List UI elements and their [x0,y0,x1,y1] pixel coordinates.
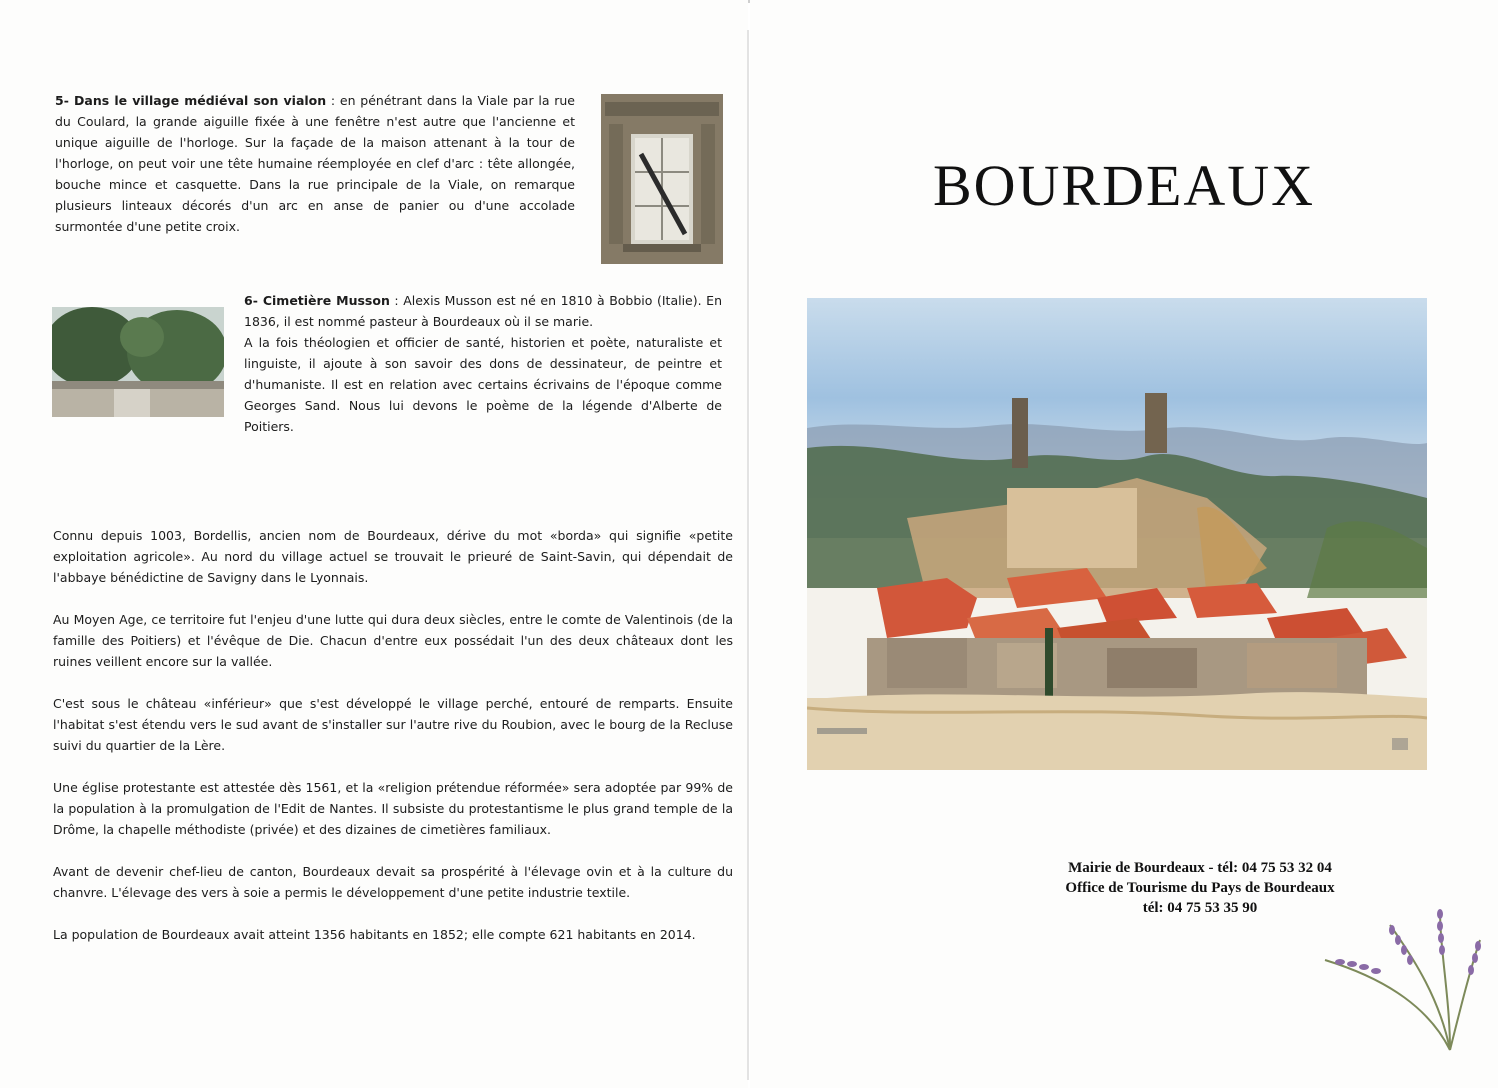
tourism-office-name: Office de Tourisme du Pays de Bourdeaux [1065,880,1335,896]
cemetery-photo [52,307,224,417]
page-fold [747,30,749,1080]
left-page [0,0,748,1088]
window-photo [601,94,723,264]
village-watercolor [807,298,1427,770]
section-6-text-1: : Alexis Musson est né en 1810 à Bobbio (Italie). En 1836, il est nommé pasteur à Bourdeaux où il se marie. [244,293,722,329]
section-5-heading: 5- Dans le village médiéval son vialon [55,93,327,108]
history-paragraph: Une église protestante est attestée dès 1561, et la «religion prétendue réformée» sera adoptée par 99% de la population à la promulgation de l'Edit de Nantes. Il subsiste du protestantisme le plus grand temple de la Drôme, la chapelle méthodiste (privée) et des dizaines de cimetières familiaux. [53,780,733,837]
history-paragraph: C'est sous le château «inférieur» que s'est développé le village perché, entouré de remparts. Ensuite l'habitat s'est étendu vers le sud avant de s'installer sur l'autre rive du Roubion, avec le bourg de la Recluse suivi du quartier de la Lère. [53,696,733,753]
history-paragraph: Avant de devenir chef-lieu de canton, Bourdeaux devait sa prospérité à l'élevage ovin et à la culture du chanvre. L'élevage des vers à soie a permis le développement d'une petite industrie textile. [53,864,733,900]
section-6-text-2: A la fois théologien et officier de santé, historien et poète, naturaliste et linguiste, il ajoute à son savoir des dons de dessinateur, de peintre et d'humaniste. Il est en relation avec certains écrivains de l'époque comme Georges Sand. Nous lui devons le poème de la légende d'Alberte de Poitiers. [244,335,722,434]
right-page [750,0,1498,1088]
tourism-office-phone: tél: 04 75 53 35 90 [1142,900,1258,916]
history-paragraph: La population de Bourdeaux avait atteint 1356 habitants en 1852; elle compte 621 habitants en 2014. [53,927,696,942]
section-5-paragraph [55,90,575,237]
town-hall-phone: Mairie de Bourdeaux - tél: 04 75 53 32 04 [1068,860,1332,876]
section-6-block [244,290,722,437]
brochure-title: BOURDEAUX [932,153,1316,218]
lavender-icon [1320,900,1490,1060]
section-6-line [244,290,722,332]
history-text [53,525,733,945]
history-paragraph: Connu depuis 1003, Bordellis, ancien nom de Bourdeaux, dérive du mot «borda» qui signifie «petite exploitation agricole». Au nord du village actuel se trouvait le prieuré de Saint-Savin, qui dépendait de l'abbaye bénédictine de Savigny dans le Lyonnais. [53,528,733,585]
section-6-heading: 6- Cimetière Musson [244,293,390,308]
history-paragraph: Au Moyen Age, ce territoire fut l'enjeu d'une lutte qui dura deux siècles, entre le comte de Valentinois (de la famille des Poitiers) et l'évêque de Die. Chacun d'entre eux possédait l'un des deux châteaux dont les ruines veillent encore sur la vallée. [53,612,733,669]
section-5-text: : en pénétrant dans la Viale par la rue du Coulard, la grande aiguille fixée à une fenêtre n'est autre que l'ancienne et unique aiguille de l'horloge. Sur la façade de la maison attenant à la tour de l'horloge, on peut voir une tête humaine réemployée en clef d'arc : tête allongée, bouche mince et casquette. Dans la rue principale de la Viale, on remarque plusieurs linteaux décorés d'un arc en anse de panier ou d'une accolade surmontée d'une petite croix. [55,93,575,234]
